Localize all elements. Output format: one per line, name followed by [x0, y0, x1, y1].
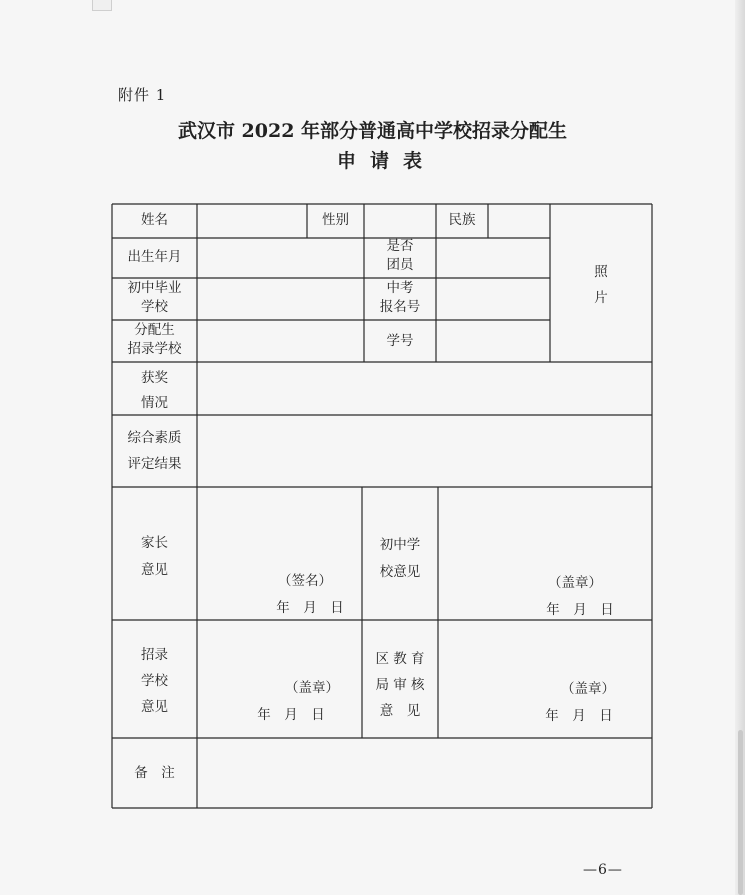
label-middle-school-1: 初中毕业: [127, 280, 182, 296]
label-awards-2: 情况: [141, 395, 168, 411]
middle-date: 年 月 日: [546, 602, 614, 618]
page-tab: [92, 0, 112, 11]
label-admit-opinion-2: 学校: [141, 673, 168, 689]
label-admit-school-2: 招录学校: [127, 341, 182, 357]
label-remarks: 备 注: [134, 765, 175, 781]
label-quality-1: 综合素质: [127, 430, 182, 446]
label-quality-2: 评定结果: [127, 456, 182, 472]
label-exam-no-1: 中考: [386, 280, 414, 296]
label-edu-2: 局 审 核: [375, 677, 425, 693]
edu-date: 年 月 日: [545, 708, 613, 724]
form-subtitle: 申请表: [336, 150, 436, 172]
label-birth: 出生年月: [127, 249, 182, 265]
scrollbar-thumb[interactable]: [738, 730, 743, 895]
label-ethnicity: 民族: [448, 212, 476, 228]
admit-date: 年 月 日: [257, 707, 325, 723]
label-admit-school-1: 分配生: [134, 322, 175, 338]
label-photo-2: 片: [594, 290, 608, 306]
label-photo-1: 照: [594, 264, 608, 280]
middle-seal-note: （盖章）: [548, 575, 602, 591]
parent-date: 年 月 日: [276, 600, 344, 616]
label-student-no: 学号: [386, 333, 414, 349]
attachment-label: 附件 1: [118, 86, 167, 104]
admit-seal-note: （盖章）: [285, 680, 339, 696]
label-awards-1: 获奖: [141, 370, 168, 386]
edu-seal-note: （盖章）: [561, 681, 615, 697]
label-edu-3: 意 见: [379, 703, 421, 719]
label-middle-school-2: 学校: [141, 299, 168, 315]
label-parent-2: 意见: [141, 562, 168, 578]
form-title: 武汉市 2022 年部分普通高中学校招录分配生: [177, 120, 568, 142]
label-exam-no-2: 报名号: [379, 299, 421, 315]
label-league-1: 是否: [386, 238, 414, 254]
label-middle-opinion-1: 初中学: [379, 537, 421, 553]
parent-signature-note: （签名）: [278, 573, 332, 589]
page-number: —6—: [583, 862, 623, 878]
label-parent-1: 家长: [141, 535, 168, 551]
label-middle-opinion-2: 校意见: [379, 564, 421, 580]
label-admit-opinion-1: 招录: [141, 647, 168, 663]
label-league-2: 团员: [386, 257, 414, 273]
label-gender: 性别: [322, 212, 349, 228]
label-name: 姓名: [141, 212, 168, 228]
label-admit-opinion-3: 意见: [141, 699, 168, 715]
label-edu-1: 区 教 育: [375, 651, 425, 667]
